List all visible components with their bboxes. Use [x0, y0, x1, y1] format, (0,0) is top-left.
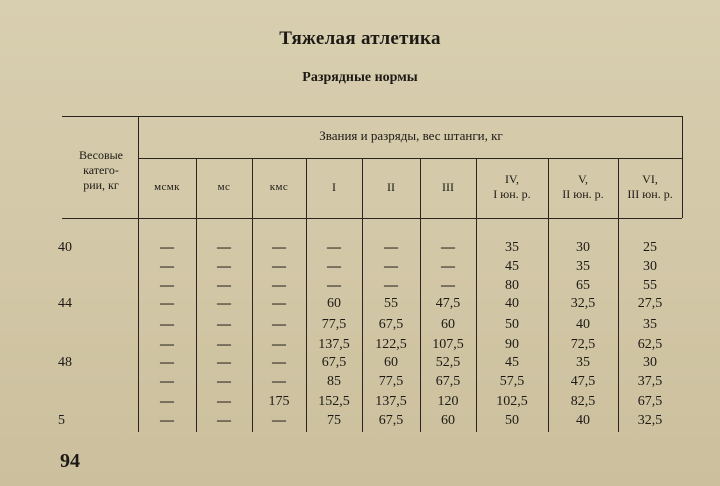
- table-cell: —: [217, 278, 231, 293]
- column-divider: [420, 158, 421, 432]
- table-cell: 65: [576, 278, 590, 293]
- table-cell: —: [217, 240, 231, 255]
- table-cell: —: [272, 259, 286, 274]
- table-cell: 47,5: [570, 374, 596, 389]
- table-cell: —: [272, 278, 286, 293]
- table-cell: 77,5: [378, 374, 404, 389]
- table-cell: —: [217, 413, 231, 428]
- table-cell: 35: [643, 317, 657, 332]
- weight-category-header: [62, 148, 140, 193]
- table-cell: —: [441, 278, 455, 293]
- table-cell: 72,5: [570, 337, 596, 352]
- table-cell: 75: [327, 413, 341, 428]
- table-cell: 40: [576, 317, 590, 332]
- column-header: [306, 180, 362, 195]
- table-cell: 47,5: [435, 296, 461, 311]
- column-header-line: II: [387, 180, 395, 194]
- table-cell: 80: [505, 278, 519, 293]
- column-divider: [682, 116, 683, 218]
- weight-category-cell: 40: [58, 240, 72, 255]
- table-cell: 30: [643, 259, 657, 274]
- table-cell: 120: [437, 394, 459, 409]
- table-cell: 52,5: [435, 355, 461, 370]
- weight-category-cell: 44: [58, 296, 72, 311]
- table-cell: —: [217, 337, 231, 352]
- table-cell: 35: [576, 355, 590, 370]
- column-header-line: II юн. р.: [562, 187, 604, 201]
- ranks-group-header: Звания и разряды, вес штанги, кг: [319, 128, 503, 143]
- table-cell: —: [327, 259, 341, 274]
- header-bottom-rule: [62, 218, 682, 219]
- column-header: [362, 180, 420, 195]
- column-header-line: IV,: [504, 172, 520, 186]
- table-cell: 137,5: [318, 337, 350, 352]
- table-cell: —: [160, 413, 174, 428]
- column-divider: [196, 158, 197, 432]
- column-header: [548, 172, 618, 202]
- weight-header-line: рии, кг: [83, 178, 119, 192]
- table-cell: 50: [505, 317, 519, 332]
- table-cell: 30: [576, 240, 590, 255]
- table-cell: —: [384, 259, 398, 274]
- table-cell: 35: [576, 259, 590, 274]
- table-cell: —: [441, 240, 455, 255]
- column-header-line: I: [332, 180, 336, 194]
- table-cell: 57,5: [499, 374, 525, 389]
- table-cell: 67,5: [435, 374, 461, 389]
- table-cell: 137,5: [375, 394, 407, 409]
- page-number: 94: [60, 450, 80, 472]
- table-cell: 32,5: [637, 413, 663, 428]
- column-header-line: I юн. р.: [493, 187, 531, 201]
- table-cell: —: [217, 374, 231, 389]
- table-cell: 45: [505, 355, 519, 370]
- table-cell: —: [272, 296, 286, 311]
- table-cell: 60: [327, 296, 341, 311]
- table-cell: 82,5: [570, 394, 596, 409]
- table-cell: —: [217, 296, 231, 311]
- table-cell: —: [327, 278, 341, 293]
- table-cell: —: [160, 374, 174, 389]
- table-cell: —: [217, 317, 231, 332]
- column-header-line: III юн. р.: [627, 187, 673, 201]
- column-header: [618, 172, 682, 202]
- table-cell: —: [217, 355, 231, 370]
- table-cell: 122,5: [375, 337, 407, 352]
- table-cell: —: [272, 337, 286, 352]
- table-cell: —: [160, 278, 174, 293]
- column-header-line: мсмк: [154, 181, 180, 193]
- table-cell: 67,5: [378, 413, 404, 428]
- table-cell: 67,5: [321, 355, 347, 370]
- column-header: [138, 180, 196, 195]
- column-divider: [362, 158, 363, 432]
- table-cell: 45: [505, 259, 519, 274]
- table-cell: 85: [327, 374, 341, 389]
- table-cell: 25: [643, 240, 657, 255]
- table-cell: —: [160, 337, 174, 352]
- column-header-line: VI,: [642, 172, 658, 186]
- table-cell: 67,5: [378, 317, 404, 332]
- table-cell: 40: [505, 296, 519, 311]
- table-cell: —: [160, 394, 174, 409]
- table-cell: —: [217, 259, 231, 274]
- table-cell: 35: [505, 240, 519, 255]
- table-cell: —: [272, 374, 286, 389]
- table-cell: —: [160, 240, 174, 255]
- page-subtitle: Разрядные нормы: [302, 70, 418, 85]
- table-cell: 50: [505, 413, 519, 428]
- weight-header-line: катего-: [83, 163, 119, 177]
- table-cell: 55: [643, 278, 657, 293]
- table-cell: —: [272, 240, 286, 255]
- column-header: [476, 172, 548, 202]
- table-cell: 30: [643, 355, 657, 370]
- column-header-line: III: [442, 180, 454, 194]
- table-cell: —: [441, 259, 455, 274]
- column-header-line: кмс: [269, 181, 289, 193]
- group-header-rule: [138, 158, 682, 159]
- weight-header-line: Весовые: [78, 148, 123, 162]
- table-cell: —: [384, 240, 398, 255]
- column-header-line: V,: [577, 172, 589, 186]
- column-header: [252, 180, 306, 195]
- weight-category-cell: 5: [58, 413, 65, 428]
- table-cell: —: [272, 317, 286, 332]
- table-cell: 152,5: [318, 394, 350, 409]
- column-divider: [252, 158, 253, 432]
- table-cell: 102,5: [496, 394, 528, 409]
- table-cell: 32,5: [570, 296, 596, 311]
- table-cell: 67,5: [637, 394, 663, 409]
- column-header-line: мс: [217, 181, 231, 193]
- table-cell: 27,5: [637, 296, 663, 311]
- table-cell: 60: [441, 317, 455, 332]
- table-cell: —: [217, 394, 231, 409]
- column-divider: [306, 158, 307, 432]
- table-cell: —: [272, 413, 286, 428]
- page-title: Тяжелая атлетика: [279, 28, 441, 49]
- table-cell: —: [160, 317, 174, 332]
- table-cell: —: [160, 296, 174, 311]
- table-cell: —: [327, 240, 341, 255]
- table-cell: —: [160, 355, 174, 370]
- table-cell: —: [160, 259, 174, 274]
- table-cell: 60: [384, 355, 398, 370]
- table-cell: 55: [384, 296, 398, 311]
- table-cell: —: [272, 355, 286, 370]
- table-cell: 175: [268, 394, 290, 409]
- table-cell: 60: [441, 413, 455, 428]
- weight-category-cell: 48: [58, 355, 72, 370]
- table-cell: 40: [576, 413, 590, 428]
- table-cell: 90: [505, 337, 519, 352]
- table-cell: 107,5: [432, 337, 464, 352]
- table-cell: 62,5: [637, 337, 663, 352]
- table-cell: 77,5: [321, 317, 347, 332]
- column-header: [196, 180, 252, 195]
- column-header: [420, 180, 476, 195]
- table-top-rule: [62, 116, 682, 117]
- table-cell: —: [384, 278, 398, 293]
- table-cell: 37,5: [637, 374, 663, 389]
